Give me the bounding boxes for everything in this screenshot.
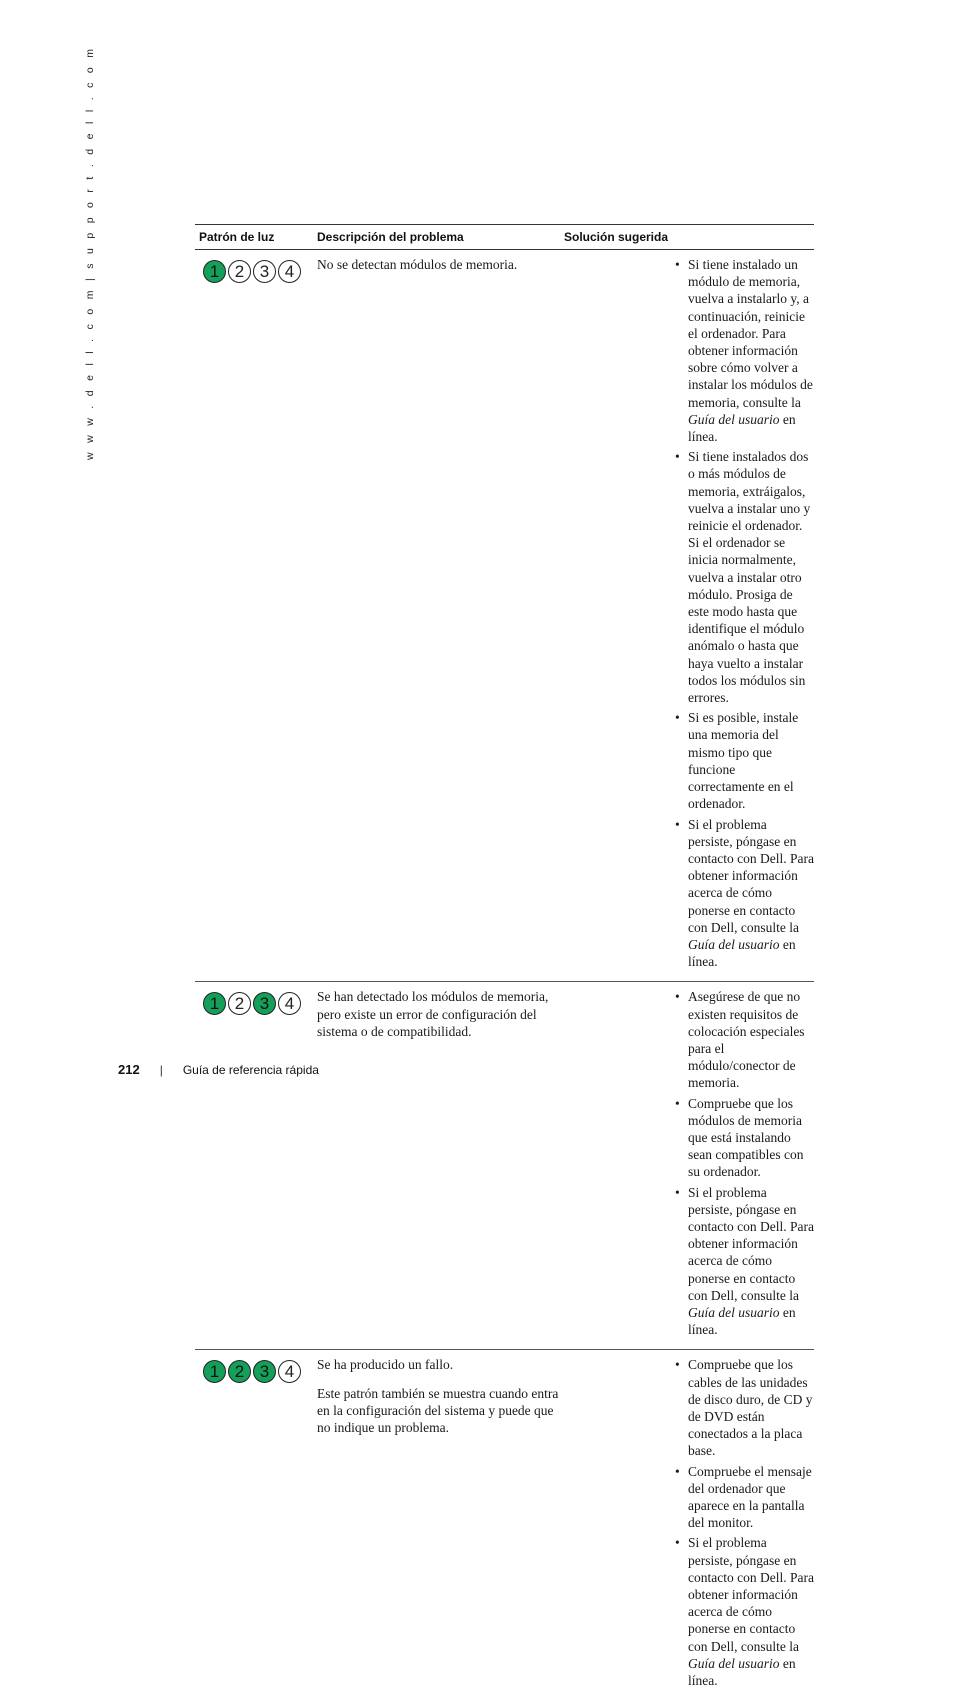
guide-reference: Guía del usuario (688, 1304, 780, 1320)
solution-text-suffix: en línea. (688, 1304, 796, 1338)
page-footer (118, 1062, 319, 1077)
diagnostic-light-3-icon: 3 (253, 992, 276, 1015)
guide-reference: Guía del usuario (688, 411, 780, 427)
guide-reference: Guía del usuario (688, 1655, 780, 1671)
diagnostic-light-1-icon: 1 (203, 992, 226, 1015)
solution-text: Compruebe el mensaje del ordenador que aparece en la pantalla del monitor. (688, 1463, 812, 1531)
diagnostic-lights (199, 256, 301, 283)
solution-text: Asegúrese de que no existen requisitos de colocación especiales para el módulo/conector de memoria. (688, 989, 805, 1091)
solution-item (688, 1356, 814, 1459)
problem-description: Se han detectado los módulos de memoria, pero existe un error de configuración del sistema o de compatibilidad. (317, 989, 549, 1039)
solution-item (688, 448, 814, 706)
solution-list (670, 1356, 814, 1689)
suggested-solution-cell (666, 988, 814, 1341)
table-row (195, 1350, 814, 1700)
problem-description: Se ha producido un fallo. (317, 1357, 454, 1373)
solution-item (688, 816, 814, 971)
problem-description: Este patrón también se muestra cuando entra en la configuración del sistema y puede que no indique un problema. (317, 1385, 559, 1435)
solution-text: Compruebe que los módulos de memoria que está instalando sean compatibles con su ordenador. (688, 1095, 804, 1180)
problem-description-cell (313, 1356, 560, 1436)
header-solution: Solución sugerida (564, 230, 669, 244)
diagnostic-light-4-icon: 4 (278, 992, 301, 1015)
table-row (195, 250, 814, 982)
solution-item (688, 988, 814, 1091)
diagnostic-light-1-icon: 1 (203, 260, 226, 283)
solution-item (688, 1095, 814, 1181)
solution-text: Compruebe que los cables de las unidades de disco duro, de CD y de DVD están conectados a la placa base. (688, 1357, 813, 1459)
suggested-solution-cell (666, 256, 814, 973)
diagnostic-light-3-icon: 3 (253, 260, 276, 283)
problem-description-cell (313, 256, 560, 273)
light-pattern-cell (195, 256, 301, 973)
diagnostic-lights (199, 988, 301, 1015)
header-description: Descripción del problema (317, 230, 464, 244)
diagnostic-light-2-icon: 2 (228, 1360, 251, 1383)
diagnostic-light-4-icon: 4 (278, 1360, 301, 1383)
solution-text: Si tiene instalado un módulo de memoria, vuelva a instalarlo y, a continuación, reinicie el ordenador. Para obtener información sobre cómo volver a instalar los módulos de memoria, consulte la (688, 257, 813, 410)
solution-text: Si es posible, instale una memoria del mismo tipo que funcione correctamente en el ordenador. (688, 710, 799, 812)
solution-text: Si el problema persiste, póngase en contacto con Dell. Para obtener información acerca de cómo ponerse en contacto con Dell, consulte la (688, 1184, 814, 1303)
header-pattern: Patrón de luz (199, 230, 275, 244)
diagnostic-light-1-icon: 1 (203, 1360, 226, 1383)
problem-description-cell (313, 988, 560, 1040)
solution-list (670, 988, 814, 1338)
table-header (195, 224, 814, 250)
table-row (195, 982, 814, 1350)
suggested-solution-cell (666, 1356, 814, 1692)
solution-text-suffix: en línea. (688, 936, 796, 970)
solution-text: Si el problema persiste, póngase en contacto con Dell. Para obtener información acerca de cómo ponerse en contacto con Dell, consulte la (688, 816, 814, 935)
diagnostic-lights (199, 1356, 301, 1383)
solution-text-suffix: en línea. (688, 411, 796, 445)
solution-text: Si tiene instalados dos o más módulos de memoria, extráigalos, vuelva a instalar uno y reinicie el ordenador. Si el ordenador se inicia normalmente, vuelva a instalar otro módulo. Prosiga de este modo hasta que identifique el módulo anómalo o hasta que haya vuelto a instalar todos los módulos sin errores. (688, 449, 811, 706)
solution-item (688, 1184, 814, 1339)
solution-item (688, 709, 814, 812)
solution-text: Si el problema persiste, póngase en contacto con Dell. Para obtener información acerca de cómo ponerse en contacto con Dell, consulte la (688, 1535, 814, 1654)
solution-list (670, 256, 814, 970)
solution-item (688, 256, 814, 445)
side-url: w w w . d e l l . c o m | s u p p o r t . d e l l . c o m (84, 45, 96, 460)
footer-title: Guía de referencia rápida (182, 1062, 319, 1077)
light-pattern-cell (195, 988, 301, 1341)
light-pattern-cell (195, 1356, 301, 1692)
page-number: 212 (118, 1062, 140, 1077)
table-body (195, 250, 814, 1700)
solution-text-suffix: en línea. (688, 1655, 796, 1689)
led-pattern-table (195, 224, 814, 1700)
solution-item (688, 1534, 814, 1689)
footer-separator: | (159, 1062, 163, 1077)
diagnostic-light-3-icon: 3 (253, 1360, 276, 1383)
guide-reference: Guía del usuario (688, 936, 780, 952)
diagnostic-light-4-icon: 4 (278, 260, 301, 283)
diagnostic-light-2-icon: 2 (228, 992, 251, 1015)
solution-item (688, 1463, 814, 1532)
diagnostic-light-2-icon: 2 (228, 260, 251, 283)
problem-description: No se detectan módulos de memoria. (317, 257, 518, 272)
